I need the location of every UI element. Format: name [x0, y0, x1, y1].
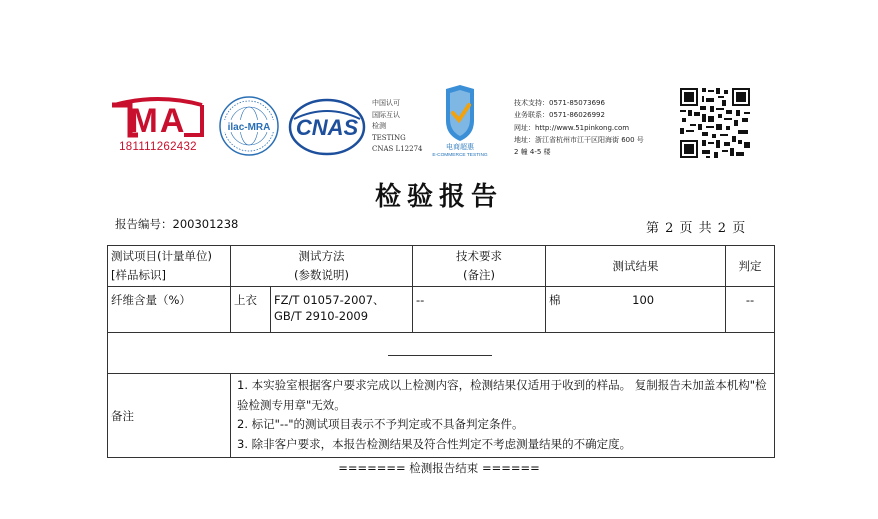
cnas-label: CNAS	[295, 115, 359, 140]
table-header-row	[108, 246, 775, 287]
page-title: 检验报告	[374, 182, 503, 212]
cell-result	[546, 287, 726, 333]
cnas-logo	[288, 97, 366, 157]
contact-address: 地址：浙江省杭州市江干区阳海街 600 号	[514, 135, 644, 144]
table-blank-row	[108, 333, 775, 374]
notes-row	[108, 374, 775, 458]
result-material: 棉	[549, 293, 561, 307]
contact-business: 业务联系：0571-86026992	[514, 111, 605, 120]
report-end: ======= 检测报告结束 ======	[338, 461, 540, 475]
header-item: 测试项目(计量单位) [样品标识]	[108, 246, 231, 287]
ec-label-en: E-COMMERCE TESTING	[432, 153, 488, 157]
note-1: 1. 本实验室根据客户要求完成以上检测内容，检测结果仅适用于收到的样品。 复制报告未加盖本机构"检验检测专用章"无效。	[237, 378, 767, 412]
note-2: 2. 标记"--"的测试项目表示不予判定或不具备判定条件。	[237, 417, 524, 431]
result-value: 100	[632, 293, 655, 307]
blank-cell	[108, 333, 775, 374]
svg-text:MA: MA	[129, 102, 187, 140]
notes-content	[231, 374, 775, 458]
table-row	[108, 287, 775, 333]
result-table	[107, 245, 775, 458]
cma-code: 181111262432	[119, 141, 197, 153]
ecommerce-testing-logo	[424, 85, 496, 157]
cell-part: 上衣	[231, 287, 271, 333]
contact-website: 网址：http://www.51pinkong.com	[514, 123, 630, 132]
cnas-text: 中国认可 国际互认 检测 TESTING CNAS L12274	[372, 99, 423, 153]
cell-judgement: --	[726, 287, 775, 333]
cell-method: FZ/T 01057-2007、GB/T 2910-2009	[271, 287, 413, 333]
contact-address-2: 2 幢 4-5 楼	[514, 148, 551, 157]
report-number: 报告编号：200301238	[115, 217, 239, 231]
header-method: 测试方法 (参数说明)	[231, 246, 413, 287]
cell-item: 纤维含量（%）	[108, 287, 231, 333]
contact-tech: 技术支持：0571-85073696	[514, 99, 605, 107]
note-3: 3. 除非客户要求，本报告检测结果及符合性判定不考虑测量结果的不确定度。	[237, 436, 632, 451]
qr-code	[678, 86, 752, 160]
contact-info	[514, 97, 644, 158]
ilac-mra-logo	[218, 95, 280, 157]
notes-label: 备注	[108, 374, 231, 458]
ilac-label: ilac-MRA	[227, 122, 271, 133]
cell-requirement: --	[413, 287, 546, 333]
header-requirement: 技术要求 (备注)	[413, 246, 546, 287]
header-result: 测试结果	[546, 246, 726, 287]
header-judgement: 判定	[726, 246, 775, 287]
blank-divider	[388, 355, 492, 356]
page-number: 第 2 页 共 2 页	[646, 221, 747, 236]
ec-label-cn: 电商超惠	[446, 143, 474, 151]
